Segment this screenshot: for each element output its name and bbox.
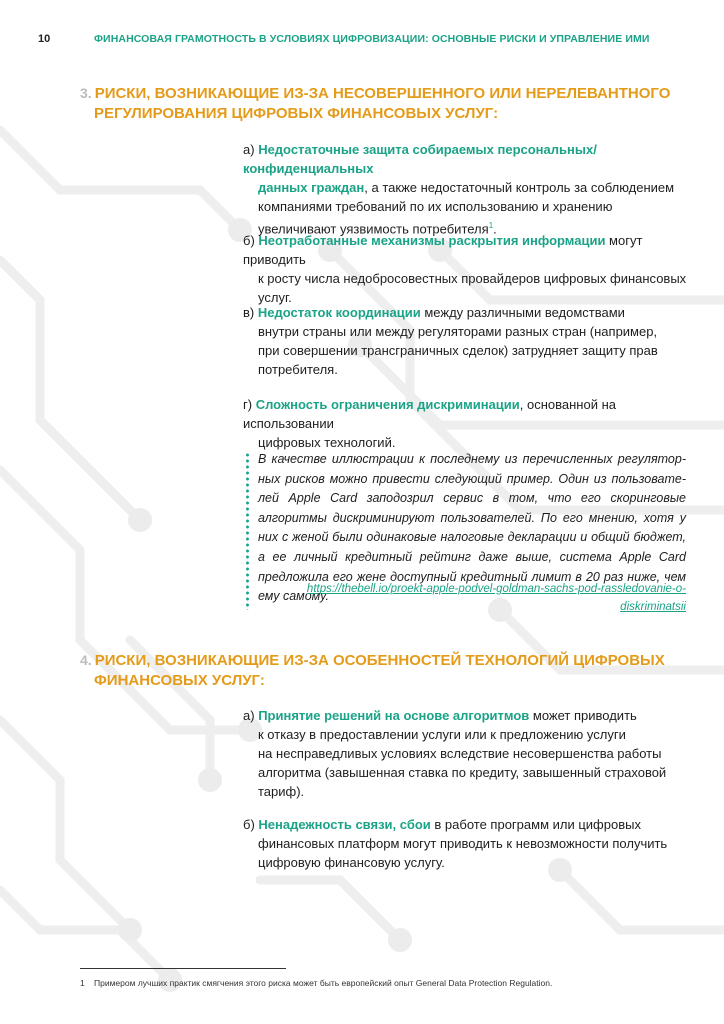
item-text: алгоритма (завышенная ставка по кредиту, завышенный страховой <box>258 765 667 780</box>
running-header: ФИНАНСОВАЯ ГРАМОТНОСТЬ В УСЛОВИЯХ ЦИФРОВИЗАЦИИ: ОСНОВНЫЕ РИСКИ И УПРАВЛЕНИЕ ИМИ <box>94 33 650 45</box>
item-highlight: Недостаточные защита собираемых персональных/конфиденциальных <box>243 142 597 176</box>
quote-dotted-rule <box>246 452 249 610</box>
footnote-number: 1 <box>80 978 85 988</box>
item-text: финансовых платформ могут приводить к невозможности получить <box>258 836 668 851</box>
source-link-line[interactable]: https://thebell.io/proekt-apple-podvel-goldman-sachs-pod-rassledovanie-o- <box>306 583 686 595</box>
list-item <box>243 815 693 872</box>
item-text: могут приводить <box>243 233 643 267</box>
footnote-ref[interactable]: 1 <box>488 221 494 230</box>
page-number: 10 <box>38 33 51 45</box>
item-text: к отказу в предоставлении услуги или к предложению услуги <box>258 727 626 742</box>
item-text: цифровую финансовую услугу. <box>258 855 445 870</box>
list-item <box>243 140 693 238</box>
item-highlight: данных граждан <box>258 180 365 195</box>
item-text: в работе программ или цифровых <box>430 817 641 832</box>
item-text: при совершении трансграничных сделок) затрудняет защиту прав <box>258 343 658 358</box>
section-3-heading <box>80 83 680 124</box>
item-highlight: Сложность ограничения дискриминации <box>255 397 520 412</box>
item-text: компаниями требований по их использованию и хранению <box>258 199 613 214</box>
item-text-end: . <box>493 221 497 237</box>
item-marker: г) <box>243 397 253 412</box>
list-item <box>243 231 693 307</box>
item-highlight: Ненадежность связи, сбои <box>258 817 431 832</box>
list-item <box>243 303 693 379</box>
footnote <box>80 978 552 988</box>
item-marker: а) <box>243 708 255 723</box>
item-text: , основанной на использовании <box>243 397 616 431</box>
source-link[interactable] <box>258 580 686 616</box>
item-highlight: Неотработанные механизмы раскрытия информации <box>258 233 606 248</box>
item-marker: в) <box>243 305 255 320</box>
section-number: 4. <box>80 652 92 668</box>
quote-text: В качестве иллюстрации к последнему из перечисленных регуляторных рисков можно привести следующий пример. Один из пользователей Apple Card заподозрил сервис в том, что его скоринговые алгоритмы дискриминируют пользователей. По его мнению, хотя у них с женой были одинаковые налоговые декларации и общий бюджет, а ее личный кредитный рейтинг даже выше, система Apple Card предложила его жене доступный кредитный лимит в 20 раз ниже, чем ему самому. <box>258 452 686 604</box>
section-number: 3. <box>80 85 92 101</box>
item-text: потребителя. <box>258 362 338 377</box>
item-marker: б) <box>243 233 255 248</box>
item-text: внутри страны или между регуляторами разных стран (например, <box>258 324 658 339</box>
item-text: к росту числа недобросовестных провайдеров цифровых финансовых <box>258 271 687 286</box>
item-text: между различными ведомствами <box>420 305 625 320</box>
section-4-heading <box>80 650 680 691</box>
item-text: может приводить <box>529 708 637 723</box>
section-title-line: РИСКИ, ВОЗНИКАЮЩИЕ ИЗ-ЗА ОСОБЕННОСТЕЙ ТЕХНОЛОГИЙ ЦИФРОВЫХ <box>94 652 665 669</box>
item-text: услуг. <box>258 290 292 305</box>
item-marker: а) <box>243 142 255 157</box>
item-highlight: Принятие решений на основе алгоритмов <box>258 708 530 723</box>
list-item <box>243 395 693 452</box>
footnote-text: Примером лучших практик смягчения этого риска может быть европейский опыт General Data Protection Regulation. <box>94 978 553 988</box>
item-text: тариф). <box>258 784 305 799</box>
section-title-line: РЕГУЛИРОВАНИЯ ЦИФРОВЫХ ФИНАНСОВЫХ УСЛУГ: <box>94 105 499 122</box>
item-marker: б) <box>243 817 255 832</box>
source-link-line[interactable]: diskriminatsii <box>620 601 686 613</box>
section-title-line: ФИНАНСОВЫХ УСЛУГ: <box>94 672 265 689</box>
item-text: на несправедливых условиях вследствие несовершенства работы <box>258 746 662 761</box>
item-text: , а также недостаточный контроль за соблюдением <box>364 180 675 195</box>
footnote-divider <box>80 968 286 969</box>
list-item <box>243 706 693 801</box>
item-highlight: Недостаток координации <box>257 305 421 320</box>
item-text: увеличивают уязвимость потребителя <box>258 221 489 237</box>
section-title-line: РИСКИ, ВОЗНИКАЮЩИЕ ИЗ-ЗА НЕСОВЕРШЕННОГО ИЛИ НЕРЕЛЕВАНТНОГО <box>94 85 671 102</box>
item-text: цифровых технологий. <box>258 435 396 450</box>
